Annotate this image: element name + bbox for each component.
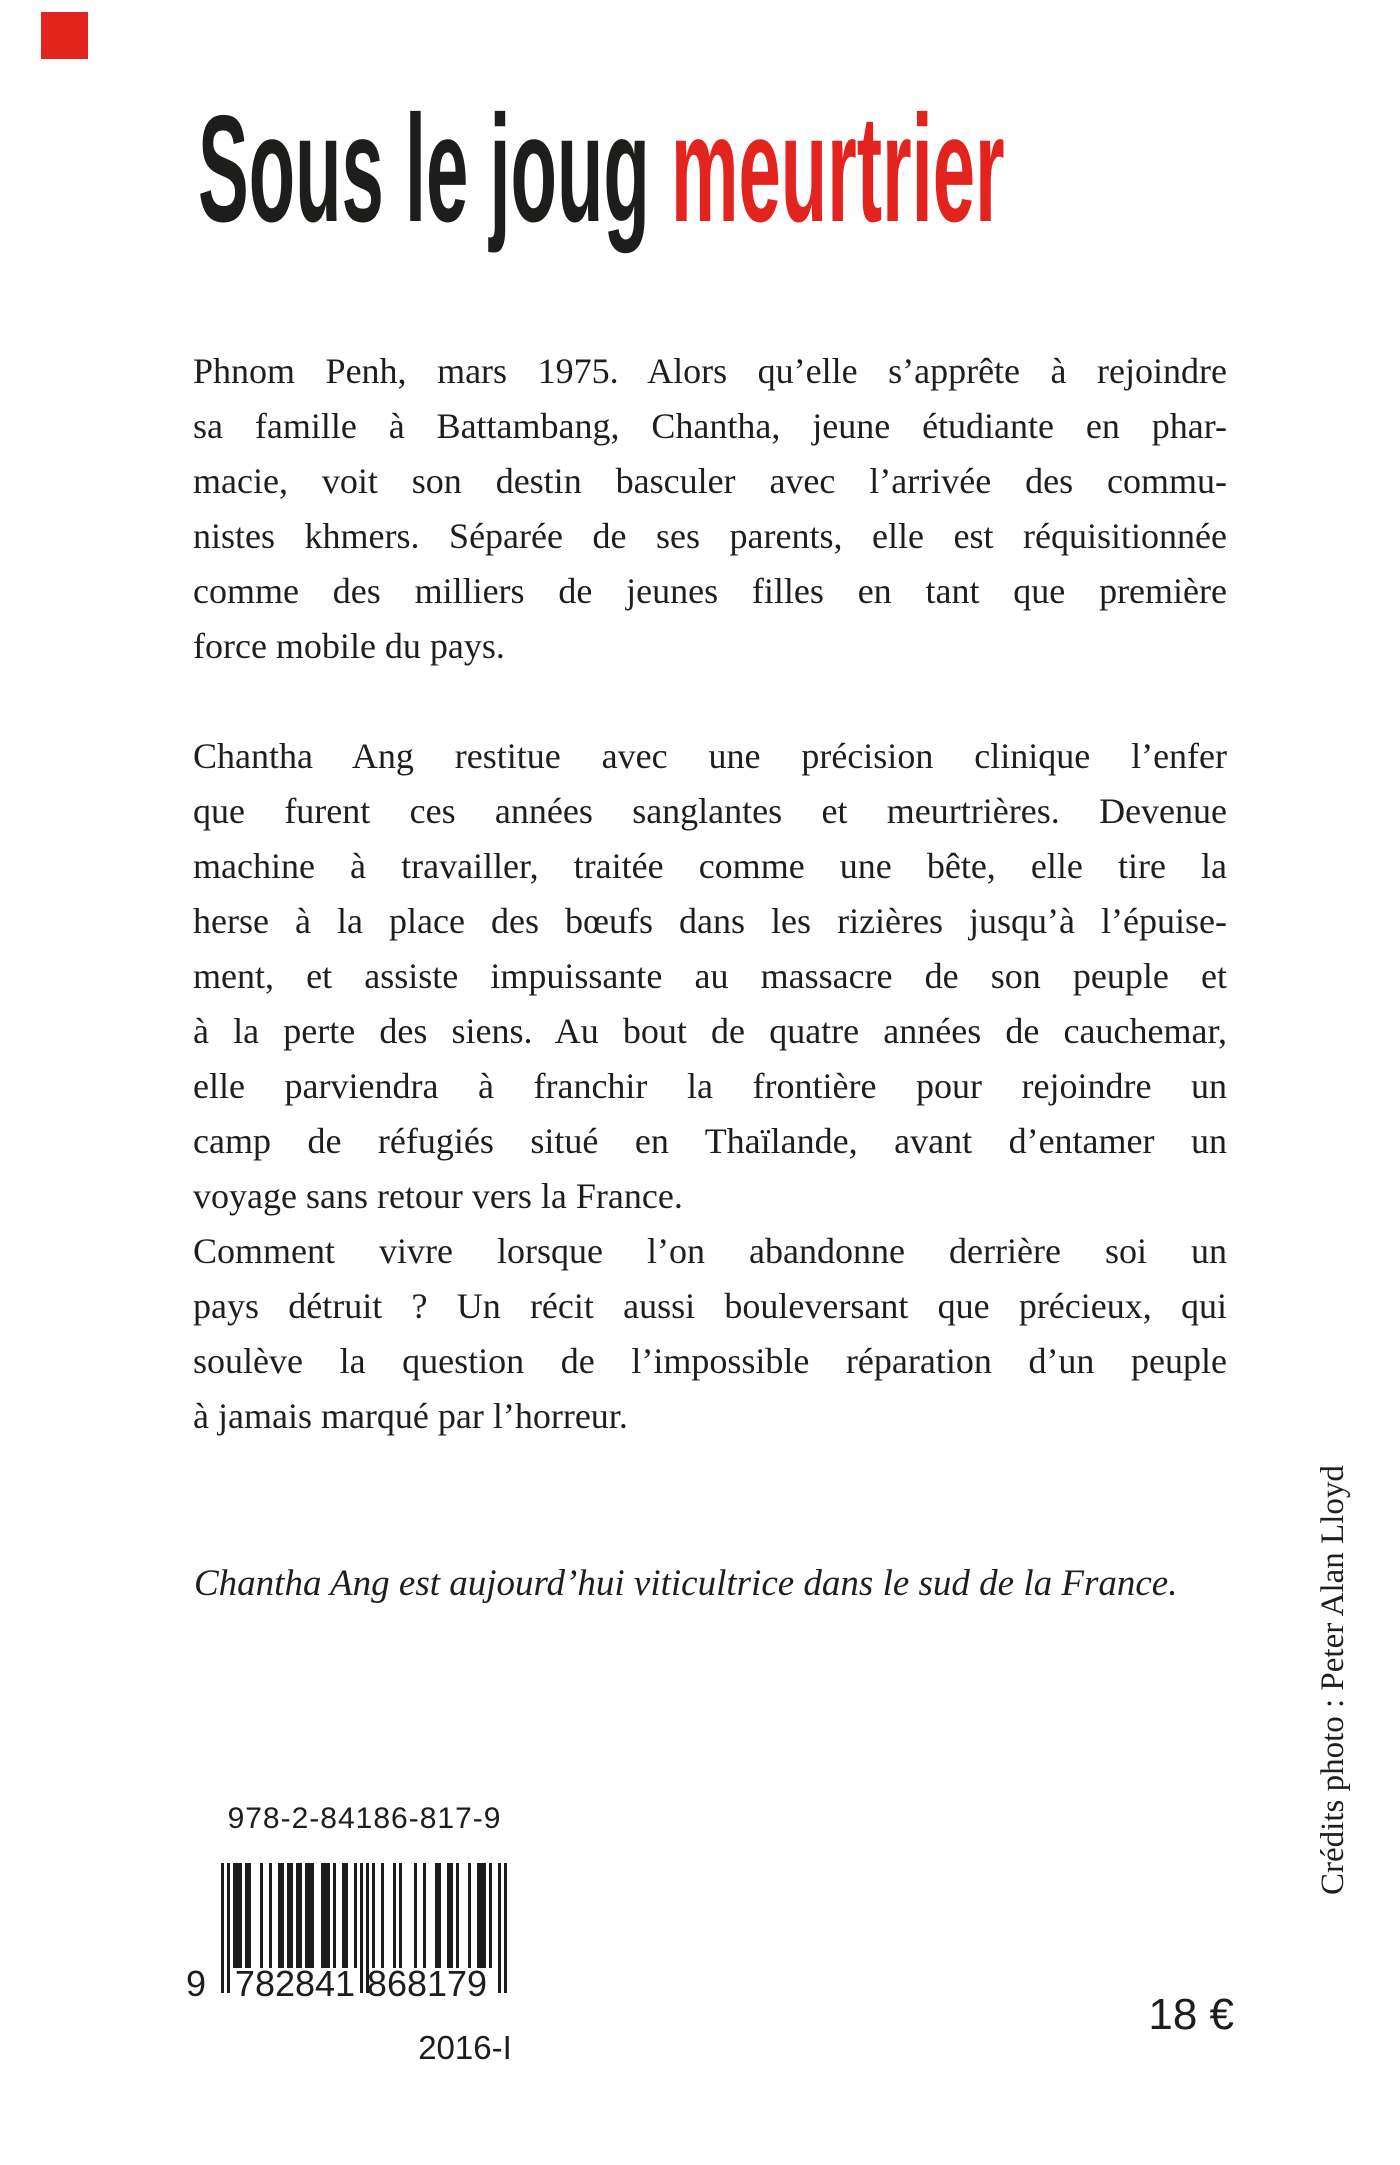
price: 18 €: [1148, 1990, 1234, 2039]
text-line: nistes khmers. Séparée de ses parents, elle est réquisitionnée: [193, 516, 1227, 556]
text-line: soulève la question de l’impossible réparation d’un peuple: [193, 1341, 1227, 1381]
barcode-digit-group-left: 782841: [234, 1963, 356, 2004]
synopsis-paragraph-2: [193, 729, 1227, 1224]
photo-credit-vertical: Crédits photo : Peter Alan Lloyd: [1315, 1465, 1351, 1895]
barcode-digit-group-right: 868179: [366, 1963, 488, 2004]
text-line: voyage sans retour vers la France.: [193, 1176, 683, 1216]
text-line: à jamais marqué par l’horreur.: [193, 1396, 628, 1436]
text-line: Phnom Penh, mars 1975. Alors qu’elle s’apprête à rejoindre: [193, 351, 1227, 391]
text-line: à la perte des siens. Au bout de quatre années de cauchemar,: [193, 1011, 1227, 1051]
book-title-black-part: Sous le joug: [198, 84, 671, 254]
text-line: elle parviendra à franchir la frontière pour rejoindre un: [193, 1066, 1227, 1106]
barcode-digit-lead: 9: [186, 1963, 207, 2004]
text-line: machine à travailler, traitée comme une bête, elle tire la: [193, 846, 1227, 886]
text-line: Chantha Ang restitue avec une précision clinique l’enfer: [193, 736, 1227, 776]
text-line: comme des milliers de jeunes filles en tant que première: [193, 571, 1227, 611]
book-title: [198, 84, 1005, 254]
text-line: sa famille à Battambang, Chantha, jeune étudiante en phar-: [193, 406, 1227, 446]
publisher-red-square-mark: [41, 12, 88, 59]
text-line: herse à la place des bœufs dans les rizières jusqu’à l’épuise-: [193, 901, 1227, 941]
text-line: macie, voit son destin basculer avec l’arrivée des commu-: [193, 461, 1227, 501]
synopsis-paragraph-1: [193, 344, 1227, 674]
text-line: force mobile du pays.: [193, 626, 505, 666]
isbn-number: 978-2-84186-817-9: [227, 1802, 502, 1835]
text-line: pays détruit ? Un récit aussi bouleversant que précieux, qui: [193, 1286, 1227, 1326]
text-line: camp de réfugiés situé en Thaïlande, avant d’entamer un: [193, 1121, 1227, 1161]
barcode-bar: [504, 1863, 507, 1993]
author-bio-note: Chantha Ang est aujourd’hui viticultrice dans le sud de la France.: [194, 1563, 1178, 1604]
text-line: que furent ces années sanglantes et meurtrières. Devenue: [193, 791, 1227, 831]
synopsis: [193, 344, 1227, 1444]
edition-code: 2016-I: [418, 2029, 512, 2066]
text-line: ment, et assiste impuissante au massacre de son peuple et: [193, 956, 1227, 996]
text-line: Comment vivre lorsque l’on abandonne derrière soi un: [193, 1231, 1227, 1271]
synopsis-paragraph-3: [193, 1224, 1227, 1444]
book-title-red-part: meurtrier: [670, 84, 1005, 254]
